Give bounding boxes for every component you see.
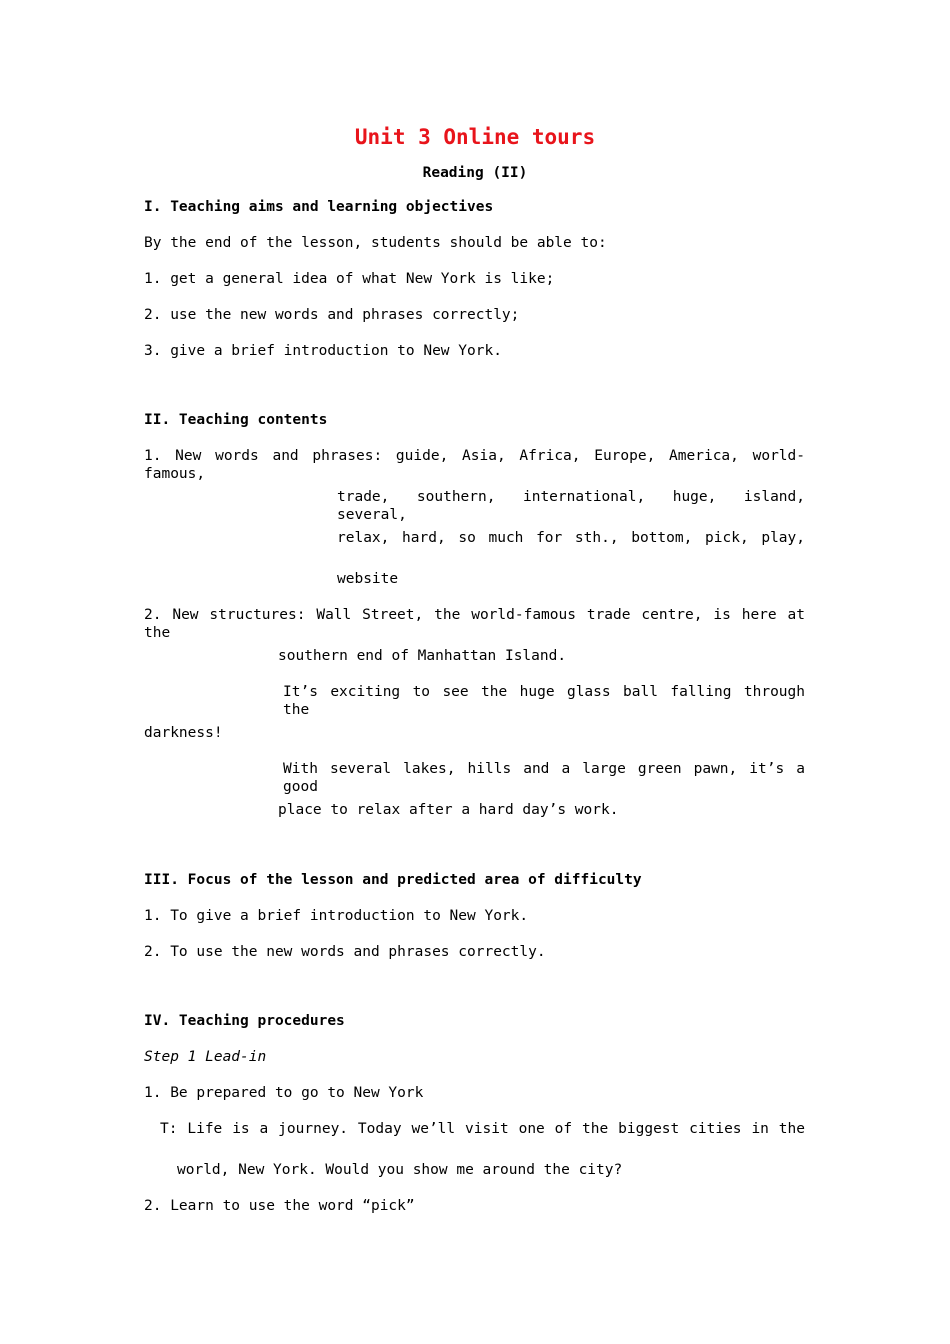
procedure-item-2: 2. Learn to use the word “pick” [144,1198,415,1214]
page-subtitle: Reading (II) [422,165,528,181]
new-words-line-2: trade, southern, international, huge, island, several, [337,489,805,523]
new-structures-line-4: darkness! [144,725,223,741]
procedure-item-1: 1. Be prepared to go to New York [144,1085,424,1101]
aims-item-1: 1. get a general idea of what New York is like; [144,271,555,287]
teacher-line-1: T: Life is a journey. Today we’ll visit one of the biggest cities in the [160,1121,805,1137]
new-structures-line-1: 2. New structures: Wall Street, the world-famous trade centre, is here at the [144,607,805,641]
teacher-line-2: world, New York. Would you show me around the city? [177,1162,623,1178]
focus-item-2: 2. To use the new words and phrases correctly. [144,944,546,960]
new-structures-line-6: place to relax after a hard day’s work. [278,802,619,818]
new-structures-line-3: It’s exciting to see the huge glass ball falling through the [283,684,805,718]
section-heading-aims: I. Teaching aims and learning objectives [144,199,494,215]
step-1-label: Step 1 Lead-in [144,1049,267,1065]
aims-item-2: 2. use the new words and phrases correctly; [144,307,520,323]
new-structures-line-2: southern end of Manhattan Island. [278,648,567,664]
new-words-line-1: 1. New words and phrases: guide, Asia, Africa, Europe, America, world-famous, [144,448,805,482]
aims-intro: By the end of the lesson, students should be able to: [144,235,607,251]
aims-item-3: 3. give a brief introduction to New York. [144,343,502,359]
new-words-line-4: website [337,571,399,587]
section-heading-contents: II. Teaching contents [144,412,328,428]
section-heading-procedures: IV. Teaching procedures [144,1013,345,1029]
new-structures-line-5: With several lakes, hills and a large green pawn, it’s a good [283,761,805,795]
focus-item-1: 1. To give a brief introduction to New York. [144,908,529,924]
page-title: Unit 3 Online tours [354,125,596,149]
section-heading-focus: III. Focus of the lesson and predicted area of difficulty [144,872,642,888]
new-words-line-3: relax, hard, so much for sth., bottom, pick, play, [337,530,805,546]
